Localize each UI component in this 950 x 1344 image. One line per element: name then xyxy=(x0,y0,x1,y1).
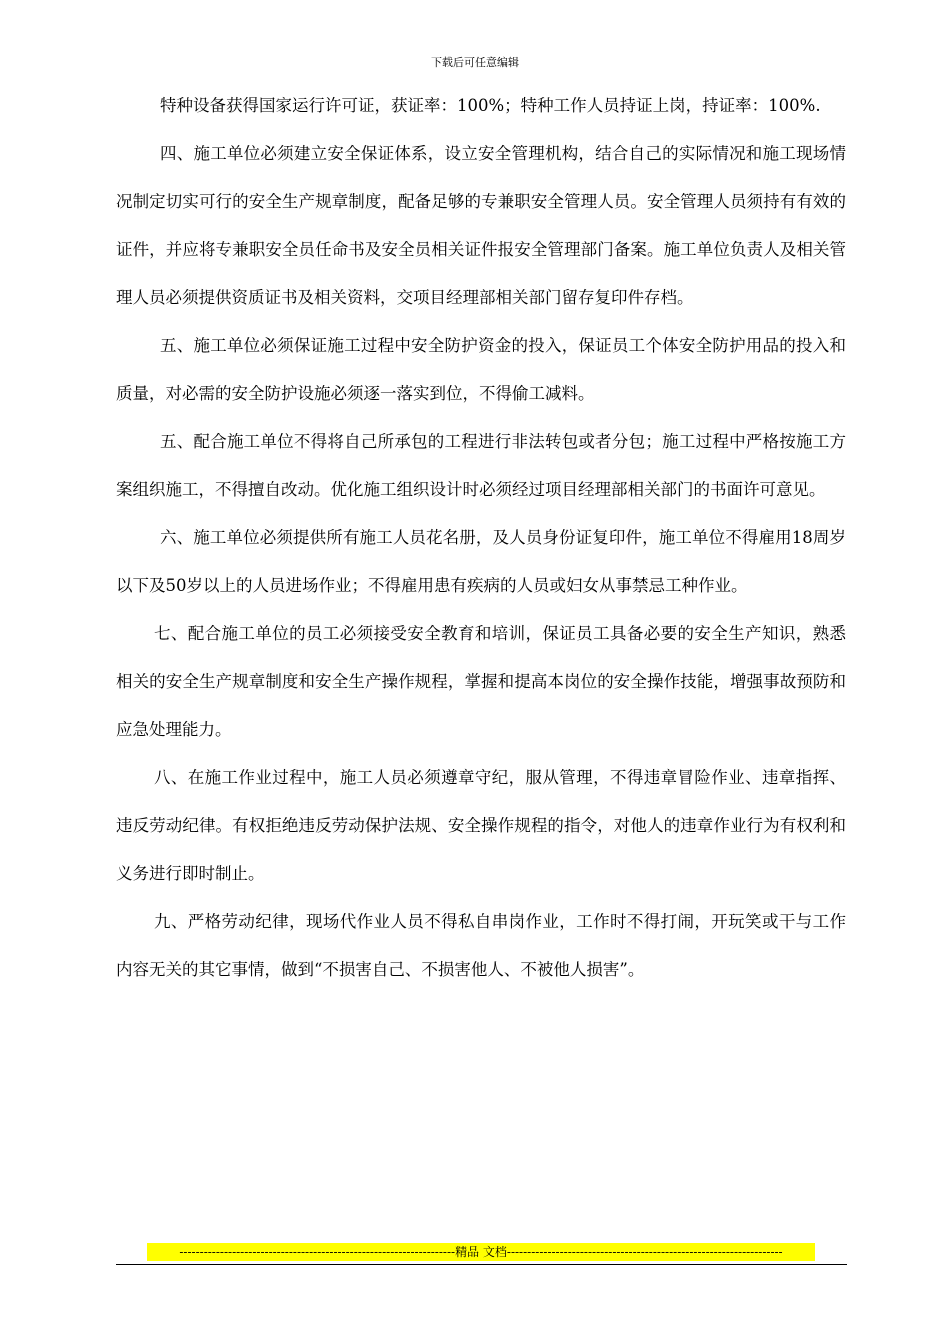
footer-banner: --------------------------------------------------------------------精品 文档-------------------------------------------------------------------- xyxy=(147,1243,815,1261)
paragraph-7-training: 七、配合施工单位的员工必须接受安全教育和培训，保证员工具备必要的安全生产知识，熟悉相关的安全生产规章制度和安全生产操作规程，掌握和提高本岗位的安全操作技能，增强事故预防和应急处理能力。 xyxy=(116,624,846,739)
paragraph-5-protection-funds: 五、施工单位必须保证施工过程中安全防护资金的投入，保证员工个体安全防护用品的投入和质量，对必需的安全防护设施必须逐一落实到位，不得偷工减料。 xyxy=(116,336,846,403)
paragraph-9-labor-discipline: 九、严格劳动纪律，现场代作业人员不得私自串岗作业，工作时不得打闹，开玩笑或干与工作内容无关的其它事情，做到“不损害自己、不损害他人、不被他人损害”。 xyxy=(116,912,846,979)
document-body xyxy=(116,82,846,994)
footer-divider xyxy=(116,1264,847,1265)
page-header: 下载后可任意编辑 xyxy=(431,56,519,69)
paragraph-5-subcontracting: 五、配合施工单位不得将自己所承包的工程进行非法转包或者分包；施工过程中严格按施工方案组织施工，不得擅自改动。优化施工组织设计时必须经过项目经理部相关部门的书面许可意见。 xyxy=(116,432,846,499)
paragraph-4-safety-system: 四、施工单位必须建立安全保证体系，设立安全管理机构，结合自己的实际情况和施工现场情况制定切实可行的安全生产规章制度，配备足够的专兼职安全管理人员。安全管理人员须持有有效的证件，并应将专兼职安全员任命书及安全员相关证件报安全管理部门备案。施工单位负责人及相关管理人员必须提供资质证书及相关资料，交项目经理部相关部门留存复印件存档。 xyxy=(116,144,846,307)
paragraph-certification: 特种设备获得国家运行许可证，获证率：100%；特种工作人员持证上岗，持证率：100%. xyxy=(160,96,821,115)
paragraph-6-personnel-roster: 六、施工单位必须提供所有施工人员花名册，及人员身份证复印件，施工单位不得雇用18周岁以下及50岁以上的人员进场作业；不得雇用患有疾病的人员或妇女从事禁忌工种作业。 xyxy=(116,528,846,595)
paragraph-8-discipline: 八、在施工作业过程中，施工人员必须遵章守纪，服从管理，不得违章冒险作业、违章指挥、违反劳动纪律。有权拒绝违反劳动保护法规、安全操作规程的指令，对他人的违章作业行为有权利和义务进行即时制止。 xyxy=(116,768,846,883)
